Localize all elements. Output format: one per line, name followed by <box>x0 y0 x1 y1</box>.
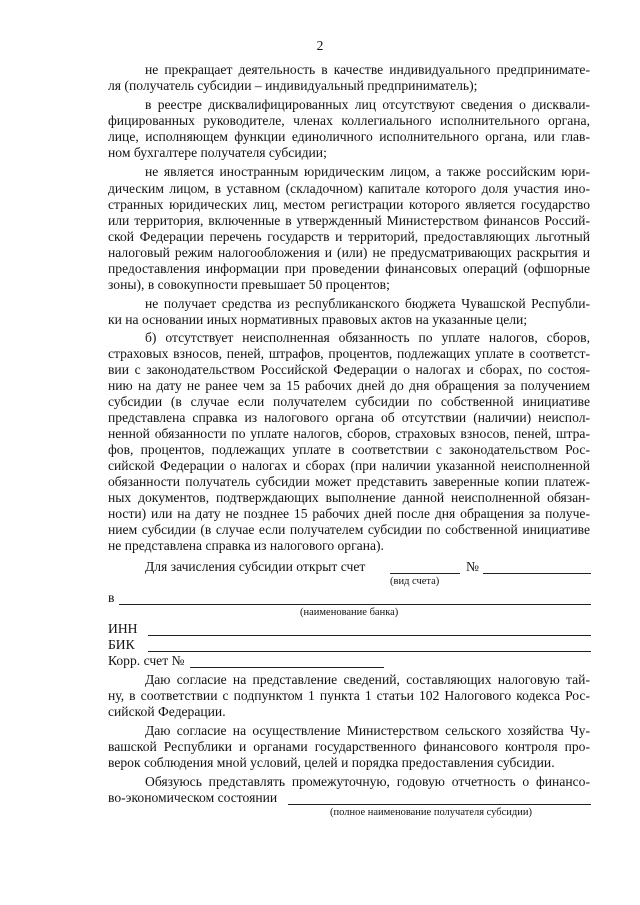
text-line: страховых взносов, пеней, штрафов, процентов, подлежащих уплате в соответст- <box>108 346 590 361</box>
text-line: в реестре дисквалифицированных лиц отсутствуют сведения о дисквали- <box>145 97 590 112</box>
text-line: Даю согласие на представление сведений, составляющих налоговую тай- <box>145 672 590 687</box>
text-line: ну, в соответствии с подпунктом 1 пункта 1 статьи 102 Налогового кодекса Рос- <box>108 688 590 703</box>
text-line: ном бухгалтере получателя субсидии; <box>108 145 327 160</box>
text-line: ля (получатель субсидии – индивидуальный предприниматель); <box>108 78 478 93</box>
text-line: Даю согласие на осуществление Министерством сельского хозяйства Чу- <box>145 723 590 738</box>
bank-name-field[interactable] <box>119 604 591 605</box>
text-line: ненной обязанности по уплате налогов, сборов, страховых взносов, пеней, штра- <box>108 426 590 441</box>
text-line: зоны), в совокупности превышает 50 процентов; <box>108 277 390 292</box>
text-line: обязанности получатель субсидии может представить заверенные копии платеж- <box>108 474 590 489</box>
text-line: ности) или на дату не позднее 15 рабочих дней после дня обращения за получе- <box>108 506 590 521</box>
bik-field[interactable] <box>148 651 591 652</box>
text-line: нию на дату не ранее чем за 15 рабочих дней до дня обращения за получением <box>108 378 590 393</box>
bik-label: БИК <box>108 637 135 652</box>
page-number: 2 <box>316 38 324 53</box>
text-line: не представлена справка из налогового органа). <box>108 538 384 553</box>
text-line: фов, процентов, подлежащих уплате в соответствии с законодательством Рос- <box>108 442 590 457</box>
account-type-field[interactable] <box>390 573 460 574</box>
text-line: не получает средства из республиканского бюджета Чувашской Республи- <box>145 296 590 311</box>
text-line: или территория, включенные в утвержденный Министерством финансов Россий- <box>108 213 590 228</box>
bank-label: в <box>108 590 115 605</box>
text-line: лице, исполняющем функции единоличного исполнительного органа, или глав- <box>108 129 590 144</box>
account-label: Для зачисления субсидии открыт счет <box>145 559 366 574</box>
text-line: ки на основании иных нормативных правовых актов на указанные цели; <box>108 312 528 327</box>
text-line: Обязуюсь представлять промежуточную, годовую отчетность о финансо- <box>145 774 590 789</box>
text-line: во-экономическом состоянии <box>108 790 278 805</box>
text-line: предоставления информации при проведении финансовых операций (офшорные <box>108 261 590 276</box>
bank-caption: (наименование банка) <box>300 607 399 618</box>
text-line: фицированных руководителе, членах коллегиального исполнительного органа, <box>108 113 590 128</box>
text-line: не является иностранным юридическим лицом, а также российским юри- <box>145 164 590 179</box>
recipient-caption: (полное наименование получателя субсидии) <box>330 807 532 818</box>
recipient-name-field[interactable] <box>288 804 591 805</box>
text-line: нием субсидии (в случае если получателем субсидии по собственной инициативе <box>108 522 590 537</box>
text-line: сийской Федерации о налогах и сборах (при наличии указанной неисполненной <box>108 458 590 473</box>
text-line: представлена справка из налогового органа об отсутствии (наличии) неиспол- <box>108 410 590 425</box>
text-line: сийской Федерации. <box>108 704 226 719</box>
number-sign: № <box>466 559 479 574</box>
text-line: налоговый режим налогообложения и (или) не предусматривающих раскрытия и <box>108 245 590 260</box>
text-line: не прекращает деятельность в качестве индивидуального предпринимате- <box>145 62 590 77</box>
text-line: дическим лицом, в уставном (складочном) капитале которого доля участия ино- <box>108 181 590 196</box>
corr-account-label: Корр. счет № <box>108 653 185 668</box>
text-line: б) отсутствует неисполненная обязанность по уплате налогов, сборов, <box>145 330 590 345</box>
text-line: вашской Республики и органами государственного финансового контроля про- <box>108 739 590 754</box>
text-line: вии с законодательством Российской Федерации о налогах и сборах, по состоя- <box>108 362 590 377</box>
text-line: субсидии (в случае если получателем субсидии по собственной инициативе <box>108 394 590 409</box>
text-line: ных документов, подтверждающих выполнение данной неисполненной обязан- <box>108 490 590 505</box>
text-line: верок соблюдения мной условий, целей и порядка предоставления субсидии. <box>108 755 555 770</box>
account-type-caption: (вид счета) <box>390 576 440 587</box>
text-line: ской Федерации перечень государств и территорий, предоставляющих льготный <box>108 229 590 244</box>
text-line: странных юридических лиц, местом регистрации которого является государство <box>108 197 590 212</box>
inn-label: ИНН <box>108 621 138 636</box>
corr-account-field[interactable] <box>190 667 384 668</box>
account-number-field[interactable] <box>483 573 591 574</box>
inn-field[interactable] <box>148 635 591 636</box>
